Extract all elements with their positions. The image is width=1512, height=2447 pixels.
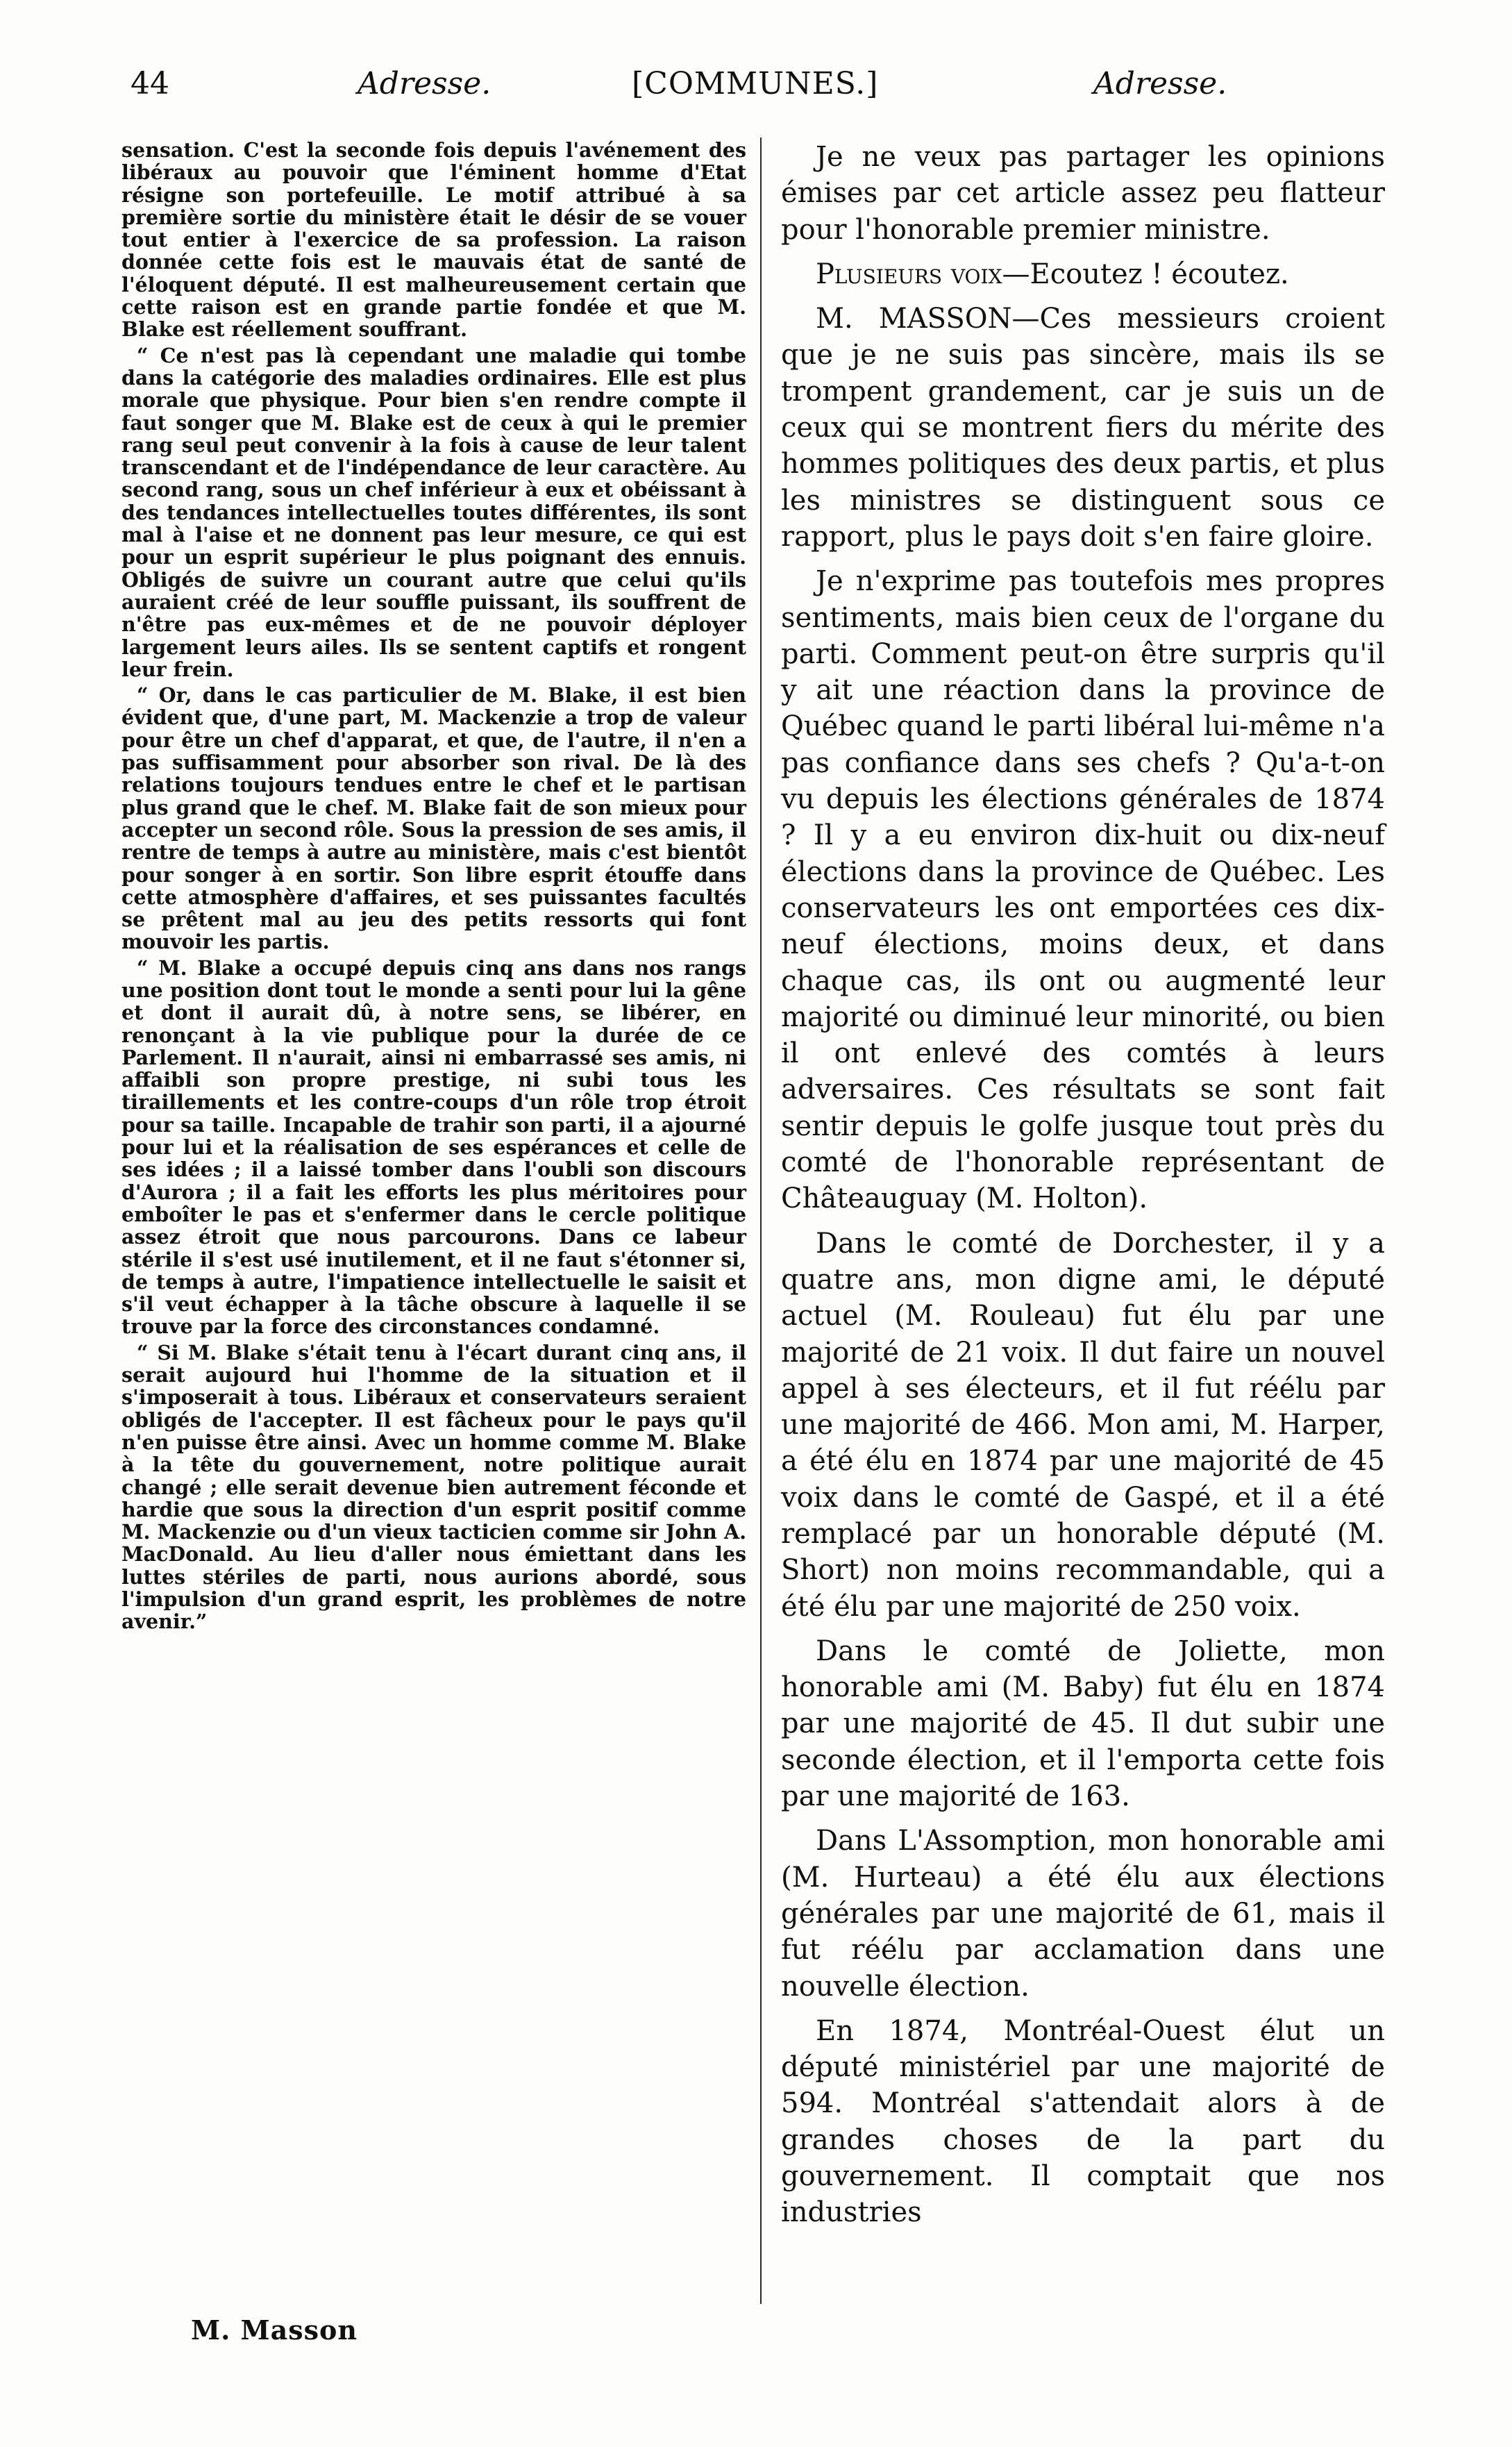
- column-divider: [760, 137, 762, 2304]
- right-paragraph-5: Dans le comté de Dorchester, il y a quatre ans, mon digne ami, le député actuel (M. Rouleau) fut élu par une majorité de 21 voix. Il dut faire un nouvel appel à ses électeurs, et il fut réélu par une majorité de 466. Mon ami, M. Harper, a été élu en 1874 par une majorité de 45 voix dans le comté de Gaspé, et il a été remplacé par un honorable député (M. Short) non moins recommandable, qui a été élu par une majorité de 250 voix.: [781, 1227, 1385, 1623]
- speaker-name: Plusieurs voix: [816, 258, 1002, 290]
- right-paragraph-2: [781, 256, 1385, 292]
- right-paragraph-7: Dans L'Assomption, mon honorable ami (M. Hurteau) a été élu aux élections générales par une majorité de 61, mais il fut réélu par acclamation dans une nouvelle élection.: [781, 1825, 1385, 2003]
- speaker-text: —Ces messieurs croient que je ne suis pas sincère, mais ils se trompent grandement, car je suis un de ceux qui se montrent fiers du mérite des hommes politiques des deux partis, et plus les ministres se distinguent sous ce rapport, plus le pays doit s'en faire gloire.: [781, 303, 1386, 553]
- running-header: [125, 66, 1381, 115]
- right-paragraph-4: Je n'exprime pas toutefois mes propres sentiments, mais bien ceux de l'organe du parti. Comment peut-on être surpris qu'il y ait une réaction dans la province de Québec quand le parti libéral lui-même n'a pas confiance dans ses chefs ? Qu'a-t-on vu depuis les élections générales de 1874 ? Il y a eu environ dix-huit ou dix-neuf élections dans la province de Québec. Les conservateurs les ont emportées ces dix-neuf élections, moins deux, et dans chaque cas, ils ont ou augmenté leur majorité ou diminué leur minorité, ou bien il ont enlevé des comtés à leurs adversaires. Ces résultats se sont fait sentir depuis le golfe jusque tout près du comté de l'honorable représentant de Châteauguay (M. Holton).: [781, 565, 1385, 1215]
- left-paragraph-2: “ Ce n'est pas là cependant une maladie qui tombe dans la catégorie des maladies ordinaires. Elle est plus morale que physique. Pour bien s'en rendre compte il faut songer que M. Blake est de ceux à qui le premier rang seul peut convenir à la fois à cause de leur talent transcendant et de l'indépendance de leur caractère. Au second rang, sous un chef inférieur à eux et obéissant à des tendances intellectuelles toutes différentes, ils sont mal à l'aise et ne donnent pas leur mesure, ce qui est pour un esprit supérieur le plus poignant des ennuis. Obligés de suivre un courant autre que celui qu'ils auraient créé de leur souffle puissant, ils souffrent de n'être pas eux-mêmes et de ne pouvoir déployer largement leurs ailes. Ils se sentent captifs et rongent leur frein.: [121, 343, 746, 681]
- right-paragraph-8: En 1874, Montréal-Ouest élut un député ministériel par une majorité de 594. Montréal s'attendait alors à de grandes choses de la part du gouvernement. Il comptait que nos industries: [781, 2014, 1385, 2229]
- left-paragraph-5: “ Si M. Blake s'était tenu à l'écart durant cinq ans, il serait aujourd hui l'homme de la situation et il s'imposerait à tous. Libéraux et conservateurs seraient obligés de l'accepter. Il est fâcheux pour le pays qu'il n'en puisse être ainsi. Avec un homme comme M. Blake à la tête du gouvernement, notre politique aurait changé ; elle serait devenue bien autrement féconde et hardie que sous la direction d'un esprit positif comme M. Mackenzie ou d'un vieux tacticien comme sir John A. MacDonald. Au lieu d'aller nous émiettant dans les luttes stériles de parti, nous aurions abordé, sous l'impulsion d'un grand esprit, les problèmes de notre avenir.”: [121, 1340, 746, 1634]
- right-paragraph-1: Je ne veux pas partager les opinions émises par cet article assez peu flatteur pour l'honorable premier ministre.: [781, 141, 1385, 246]
- right-paragraph-6: Dans le comté de Joliette, mon honorable ami (M. Baby) fut élu en 1874 par une majorité de 45. Il dut subir une seconde élection, et il l'emporta cette fois par une majorité de 163.: [781, 1635, 1385, 1813]
- left-paragraph-3: “ Or, dans le cas particulier de M. Blake, il est bien évident que, d'une part, M. Mackenzie a trop de valeur pour être un chef d'apparat, et que, de l'autre, il n'en a pas suffisamment pour absorber son rival. De là des relations toujours tendues entre le chef et le partisan plus grand que le chef. M. Blake fait de son mieux pour accepter un second rôle. Sous la pression de ses amis, il rentre de temps à autre au ministère, mais c'est bientôt pour songer à en sortir. Son libre esprit étouffe dans cette atmosphère d'affaires, et ses puissantes facultés se prêtent mal au jeu des petits ressorts qui font mouvoir les partis.: [121, 683, 746, 954]
- left-column: [121, 139, 746, 1637]
- speaker-name: M. MASSON: [816, 303, 1012, 335]
- speaker-text: —Ecoutez ! écoutez.: [1002, 258, 1289, 290]
- right-column: [781, 139, 1385, 2239]
- header-center-title: [COMMUNES.]: [632, 66, 879, 101]
- right-paragraph-3: [781, 301, 1385, 555]
- page-number: 44: [131, 66, 169, 101]
- header-right-title: Adresse.: [1093, 66, 1227, 101]
- left-paragraph-4: “ M. Blake a occupé depuis cinq ans dans nos rangs une position dont tout le monde a senti pour lui la gêne et dont il aurait dû, à notre sens, se libérer, en renonçant à la vie publique pour la durée de ce Parlement. Il n'aurait, ainsi ni embarrassé ses amis, ni affaibli son propre prestige, ni subi tous les tiraillements et les contre-coups d'un rôle trop étroit pour sa taille. Incapable de trahir son parti, il a ajourné pour lui et la réalisation de ses espérances et celle de ses idées ; il a laissé tomber dans l'oubli son discours d'Aurora ; il a fait les efforts les plus méritoires pour emboîter le pas et s'enfermer dans le cercle politique assez étroit que nous parcourons. Dans ce labeur stérile il s'est usé inutilement, et il ne faut s'étonner si, de temps à autre, l'impatience intellectuelle le saisit et s'il veut échapper à la tâche obscure à laquelle il se trouve par la force des circonstances condamné.: [121, 955, 746, 1339]
- header-left-title: Adresse.: [358, 66, 492, 101]
- left-paragraph-1: sensation. C'est la seconde fois depuis l'avénement des libéraux au pouvoir que l'éminent homme d'Etat résigne son portefeuille. Le motif attribué à sa première sortie du ministère était le désir de se vouer tout entier à l'exercice de sa profession. La raison donnée cette fois est le mauvais état de santé de l'éloquent député. Il est malheureusement certain que cette raison est en grande partie fondée et que M. Blake est réellement souffrant.: [121, 138, 746, 342]
- signature: M. Masson: [191, 2314, 358, 2346]
